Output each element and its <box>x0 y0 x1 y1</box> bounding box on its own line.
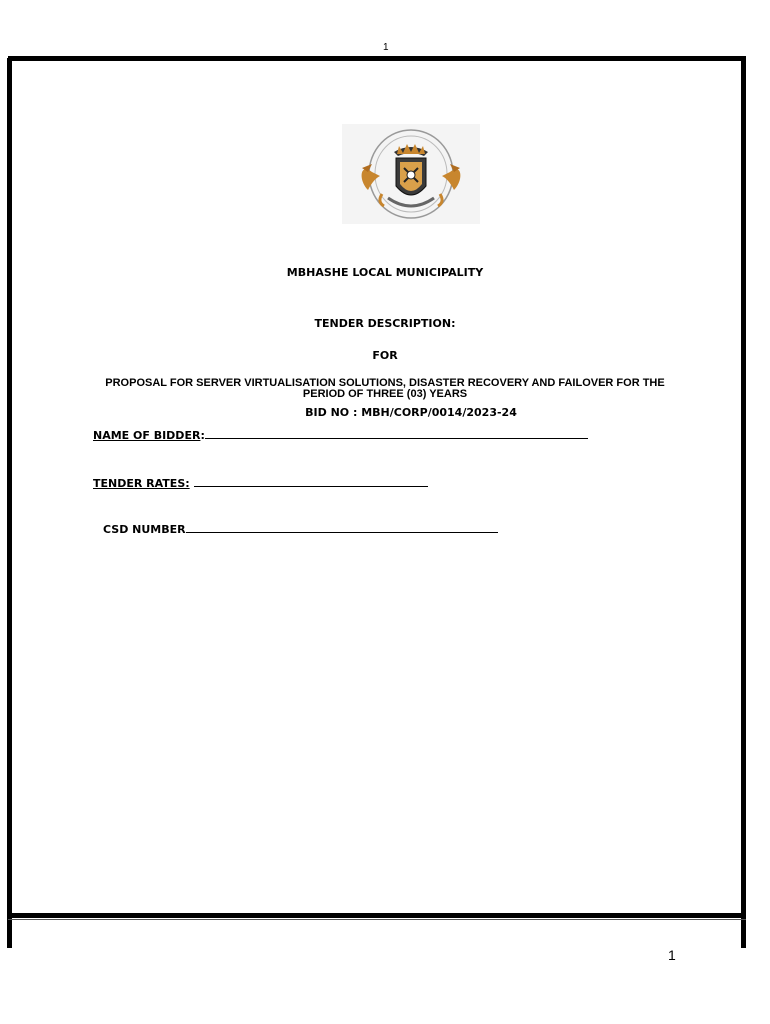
municipality-crest-logo <box>342 124 480 224</box>
tender-description-heading: TENDER DESCRIPTION: <box>314 317 456 330</box>
tender-rates-label: TENDER RATES: <box>93 477 190 490</box>
municipality-title: MBHASHE LOCAL MUNICIPALITY <box>286 266 484 279</box>
bid-number: BID NO : MBH/CORP/0014/2023-24 <box>305 406 517 419</box>
page-border-top <box>8 56 746 61</box>
tender-rates-field[interactable] <box>93 477 428 490</box>
proposal-title: PROPOSAL FOR SERVER VIRTUALISATION SOLUTIONS, DISASTER RECOVERY AND FAILOVER FOR THE PERIOD OF THREE (03) YEARS <box>105 377 665 400</box>
page-border-left <box>7 58 12 948</box>
page-border-right <box>741 58 746 948</box>
csd-number-label: CSD NUMBER <box>103 523 186 536</box>
name-of-bidder-field[interactable] <box>93 429 588 442</box>
name-of-bidder-label: NAME OF BIDDER <box>93 429 201 442</box>
page-number: 1 <box>668 947 676 963</box>
name-of-bidder-blank-line[interactable] <box>205 430 588 439</box>
tender-rates-blank-line[interactable] <box>194 478 428 487</box>
csd-number-field[interactable] <box>103 523 498 536</box>
csd-number-blank-line[interactable] <box>186 524 498 533</box>
page-border-bottom <box>8 913 746 918</box>
for-label: FOR <box>372 349 398 362</box>
top-page-marker: 1 <box>383 42 389 53</box>
name-of-bidder-colon: : <box>200 429 205 442</box>
page-border-bottom-thin <box>8 919 746 920</box>
